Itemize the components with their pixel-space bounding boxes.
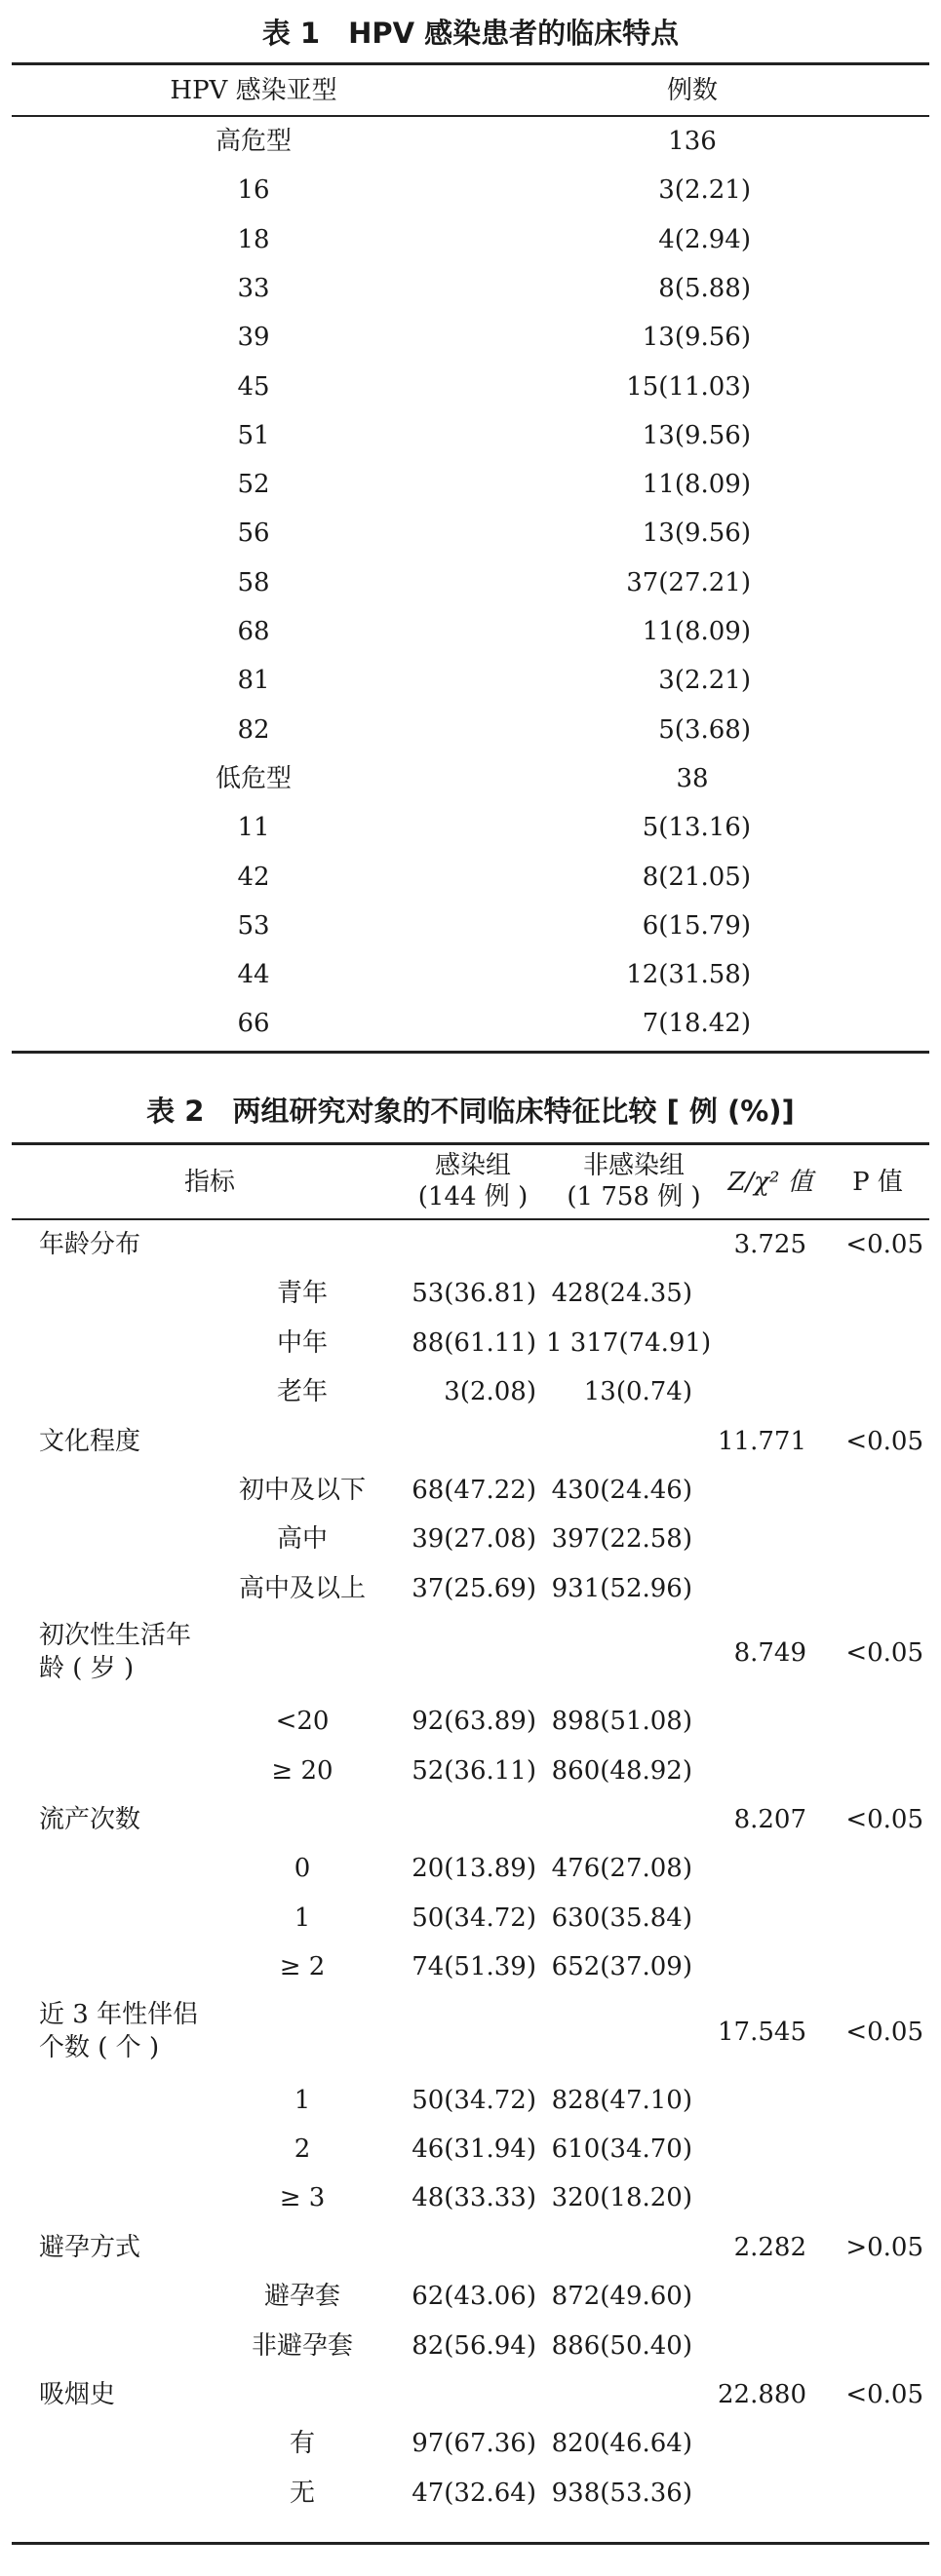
table2-header-rule: [12, 1218, 929, 1220]
table2-group-stat: 22.880: [718, 2380, 806, 2409]
table1-row-label: 33: [237, 273, 270, 303]
table2-infected-value: 92(63.89): [412, 1707, 536, 1737]
table2-top-rule: [12, 1142, 929, 1145]
table2-noninfected-value: 820(46.64): [551, 2429, 692, 2459]
table1-row-value: 11(8.09): [642, 617, 751, 646]
table1-title: 表 1 HPV 感染患者的临床特点: [261, 17, 680, 50]
table2-group-stat: 8.207: [733, 1805, 806, 1834]
table2-noninfected-value: 397(22.58): [551, 1524, 692, 1555]
table2-noninfected-value: 931(52.96): [551, 1573, 692, 1603]
table2-bottom-rule: [12, 2542, 929, 2545]
table2-sub-label: 高中: [276, 1524, 328, 1555]
table2-noninfected-value: 320(18.20): [551, 2183, 692, 2213]
table2-infected-value: 47(32.64): [412, 2478, 536, 2508]
table2-header-stat: Z/χ² 值: [727, 1168, 813, 1197]
table1-row-value: 136: [668, 127, 717, 156]
table2-group-stat: 17.545: [718, 2017, 806, 2047]
table1-row-label: 58: [237, 567, 270, 597]
table1-row-label: 45: [237, 371, 270, 402]
table2-sub-label: 青年: [276, 1279, 328, 1309]
table2-infected-value: 20(13.89): [412, 1854, 536, 1884]
table2-noninfected-value: 872(49.60): [551, 2282, 692, 2312]
table2-group-p: <0.05: [845, 2017, 923, 2047]
table1-row-value: 3(2.21): [658, 175, 751, 206]
table2-header-indicator: 指标: [183, 1168, 235, 1197]
table2-group-label: 吸烟史: [39, 2380, 116, 2409]
table2-noninfected-value: 938(53.36): [551, 2478, 692, 2508]
table2-sub-label: 高中及以上: [238, 1573, 366, 1603]
table1-row-label: 68: [237, 617, 270, 646]
table2-group-p: <0.05: [845, 2380, 923, 2409]
table2-sub-label: 有: [289, 2429, 315, 2459]
table2-noninfected-value: 610(34.70): [551, 2134, 692, 2164]
table1-row-label: 51: [237, 420, 270, 450]
table2-header-p: P 值: [852, 1168, 903, 1197]
table1-row-value: 12(31.58): [626, 960, 751, 990]
table1-row-label: 53: [237, 910, 270, 941]
table2-infected-value: 37(25.69): [412, 1573, 536, 1603]
table2-header-noninfected: 非感染组 (1 758 例 ): [567, 1151, 701, 1211]
table1-row-label: 66: [237, 1009, 270, 1039]
table2-group-label: 流产次数: [39, 1805, 141, 1834]
table1-row-label: 11: [237, 813, 270, 843]
table2-sub-label: ≥ 3: [279, 2183, 326, 2213]
table2-infected-value: 3(2.08): [444, 1377, 536, 1407]
table2-infected-value: 88(61.11): [412, 1327, 536, 1358]
table2-infected-value: 52(36.11): [412, 1755, 536, 1786]
table2-infected-value: 46(31.94): [412, 2134, 536, 2164]
table2-noninfected-value: 630(35.84): [551, 1903, 692, 1933]
table1-top-rule: [12, 62, 929, 65]
table1-row-value: 4(2.94): [658, 224, 751, 254]
table1-row-label: 低危型: [215, 763, 292, 793]
table2-noninfected-value: 886(50.40): [551, 2330, 692, 2361]
table2-group-stat: 8.749: [733, 1638, 806, 1669]
table2-group-label: 龄 ( 岁 ): [39, 1654, 135, 1684]
table1-row-value: 13(9.56): [642, 519, 751, 549]
table2-group-stat: 2.282: [733, 2232, 806, 2262]
table2-group-p: >0.05: [845, 2232, 923, 2262]
table1-row-value: 8(21.05): [642, 862, 751, 892]
table2-group-p: <0.05: [845, 1426, 923, 1456]
table1-row-label: 82: [237, 714, 270, 745]
table2-noninfected-value: 1 317(74.91): [546, 1327, 712, 1358]
table2-sub-label: 非避孕套: [251, 2330, 353, 2361]
table1-row-label: 高危型: [215, 127, 292, 156]
table2-sub-label: 无: [289, 2478, 315, 2508]
table2-noninfected-value: 476(27.08): [551, 1854, 692, 1884]
table1-row-value: 13(9.56): [642, 323, 751, 353]
table2-infected-value: 50(34.72): [412, 2085, 536, 2115]
table2-group-p: <0.05: [845, 1638, 923, 1669]
table1-row-value: 5(3.68): [658, 714, 751, 745]
table2-group-label: 初次性生活年: [39, 1621, 192, 1651]
table2-infected-value: 74(51.39): [412, 1952, 536, 1982]
table2-sub-label: 避孕套: [263, 2282, 340, 2312]
table2-sub-label: ≥ 20: [271, 1755, 333, 1786]
table1-row-label: 81: [237, 666, 270, 696]
table1-row-value: 15(11.03): [626, 371, 751, 402]
table1-row-label: 39: [237, 323, 270, 353]
table2-sub-label: 2: [294, 2134, 311, 2164]
table2-group-label: 个数 ( 个 ): [39, 2032, 160, 2062]
table1-bottom-rule: [12, 1051, 929, 1054]
table2-infected-value: 62(43.06): [412, 2282, 536, 2312]
table2-group-p: <0.05: [845, 1805, 923, 1834]
table2-group-label: 近 3 年性伴侣: [39, 1999, 199, 2029]
table2-noninfected-value: 13(0.74): [583, 1377, 692, 1407]
table2-group-stat: 3.725: [733, 1230, 806, 1259]
table2-sub-label: 1: [294, 1903, 311, 1933]
table2-infected-value: 53(36.81): [412, 1279, 536, 1309]
table1-row-value: 13(9.56): [642, 420, 751, 450]
table1-header-count: 例数: [666, 76, 718, 105]
table2-group-label: 年龄分布: [39, 1230, 141, 1259]
table2-noninfected-value: 860(48.92): [551, 1755, 692, 1786]
table1-row-label: 16: [237, 175, 270, 206]
table2-sub-label: 1: [294, 2085, 311, 2115]
table1-row-label: 42: [237, 862, 270, 892]
table2-title: 表 2 两组研究对象的不同临床特征比较 [ 例 (%)]: [146, 1095, 795, 1128]
table2-noninfected-value: 428(24.35): [551, 1279, 692, 1309]
table2-noninfected-value: 652(37.09): [551, 1952, 692, 1982]
table2-infected-value: 48(33.33): [412, 2183, 536, 2213]
table1-row-label: 44: [237, 960, 270, 990]
table2-group-label: 避孕方式: [39, 2232, 141, 2262]
table2-infected-value: 39(27.08): [412, 1524, 536, 1555]
table1-row-value: 6(15.79): [642, 910, 751, 941]
table1-row-value: 7(18.42): [642, 1009, 751, 1039]
table1-row-value: 38: [676, 763, 709, 793]
table1-header-subtype: HPV 感染亚型: [170, 76, 337, 105]
table2-group-stat: 11.771: [718, 1426, 806, 1456]
table2-sub-label: ≥ 2: [279, 1952, 326, 1982]
table2-infected-value: 97(67.36): [412, 2429, 536, 2459]
table2-sub-label: 老年: [276, 1377, 328, 1407]
table2-sub-label: 中年: [276, 1327, 328, 1358]
table2-infected-value: 68(47.22): [412, 1476, 536, 1505]
table1-row-value: 11(8.09): [642, 470, 751, 500]
table2-infected-value: 50(34.72): [412, 1903, 536, 1933]
table2-sub-label: 0: [294, 1854, 311, 1884]
table2-group-p: <0.05: [845, 1230, 923, 1259]
table2-noninfected-value: 898(51.08): [551, 1707, 692, 1737]
table1-header-rule: [12, 115, 929, 117]
table2-noninfected-value: 430(24.46): [551, 1476, 692, 1505]
table1-row-label: 18: [237, 224, 270, 254]
table1-row-label: 52: [237, 470, 270, 500]
table1-row-label: 56: [237, 519, 270, 549]
table2-sub-label: 初中及以下: [238, 1476, 366, 1505]
table1-row-value: 3(2.21): [658, 666, 751, 696]
table2-group-label: 文化程度: [39, 1426, 141, 1456]
table2-infected-value: 82(56.94): [412, 2330, 536, 2361]
table1-row-value: 37(27.21): [626, 567, 751, 597]
table2-noninfected-value: 828(47.10): [551, 2085, 692, 2115]
table1-row-value: 8(5.88): [658, 273, 751, 303]
table2-sub-label: <20: [275, 1707, 330, 1737]
table2-header-infected: 感染组 (144 例 ): [417, 1151, 529, 1211]
table1-row-value: 5(13.16): [642, 813, 751, 843]
